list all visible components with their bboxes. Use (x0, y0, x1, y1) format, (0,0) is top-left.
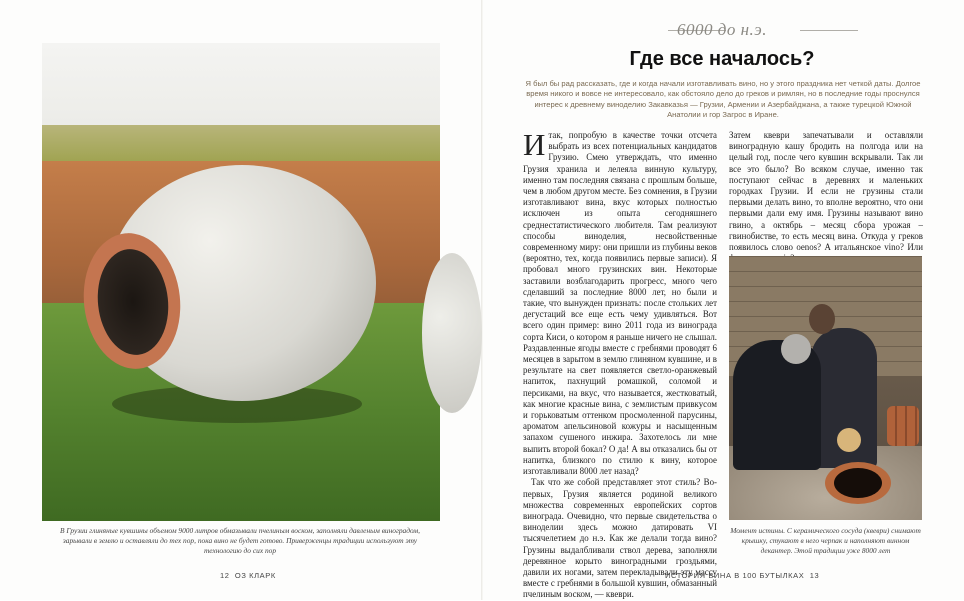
paragraph-2: Так что же собой представляет этот стиль? Во-первых, Грузия является родиной великого множества современных европейских сортов винограда. Очевидно, что первые свидетельства о виноделии здесь можно датировать VI тысячелетием до н.э. Как же делали тогда вино? Грузины выдалбливали ствол дерева, заполняли деревянное корыто виноградными гроздьями, давили их ногами, затем перекладывали эту массу вместе с гребнями в большой кувшин, обмазанный пчелиным воском, — квеври. (523, 477, 717, 600)
page-title: Где все началось? (629, 48, 815, 70)
photo-young-man-head (809, 304, 835, 334)
right-folio (665, 571, 819, 580)
paragraph-1 (523, 127, 717, 477)
left-page-number: 12 (220, 571, 230, 580)
text-column-2 (729, 130, 923, 253)
photo-older-man-head (781, 334, 811, 364)
photo-gourd-ladle (837, 428, 861, 452)
right-photo-caption: Момент истины. С керамического сосуда (квеври) снимают крышку, стукают в него черпак и наполняют винном декантер. Этой традиции уже 8000 лет (730, 526, 921, 556)
photo-distant-field (42, 125, 440, 165)
page-gutter (481, 0, 483, 600)
right-page-number: 13 (809, 571, 820, 580)
paragraph-1-text: так, попробую в качестве точки отсчета выбрать из всех потенциальных кандидатов Грузию. Смею утверждать, что именно Грузия хранила и лелеяла винную культуру, именно там последняя связана с прошлым больше, чем в любом другом месте. Без сомнения, в Грузии изготавливают вина, вкус которых полностью исключен из опыта сегодняшнего среднестатистического любителя. Там реализуют способы виноделия, несвойственные современному миру: они пришли из глубины веков (вероятно, тех, когда появились первые записи). Я пробовал много грузинских вин. Некоторые заставили возблагодарить прогресс, много чего сделавший за последние 8000 лет, но были и такие, что вынужден признать: после стольких лет дегустаций все еще есть чему удивляться. Вот всего один пример: вино 2011 года из винограда сорта Киси, о котором я раньше ничего не слышал. Раздавленные ягоды вместе с гребнями проводят 6 месяцев в зарытом в землю глиняном кувшине, и в результате на свет появляется светло-оранжевый напиток, пахнущий ромашкой, соломой и персиками, на вкус, что называется, жестковатый, как многие красные вина, с землистым привкусом и горьковатым оттенком просмоленной парусины, ароматом апельсиновой кожуры и насыщенным запахом сушеного инжира. Захотелось ли мне выпить второй бокал? О да! А вы отказались бы от напитка, близкого по стилю к вину, которое изготавливали 8000 лет назад? (523, 130, 717, 477)
paragraph-3: Затем квеври запечатывали и оставляли виноградную кашу бродить на полгода или на целый год, после чего кувшин вскрывали. Так ли все это было? Во всяком случае, именно так поступают сейчас в деревнях и маленьких городках Грузии. И если не грузины стали первыми делать вино, то вполне вероятно, что они первыми дали ему имя. Грузины называют вино гвино, а октябрь – месяц сбора урожая – гвинобистве, то есть месяц вина. Откуда у греков появилось слово oenos? А итальянское vino? Или (729, 130, 923, 253)
text-column-1 (523, 127, 717, 600)
photo-sky (42, 43, 440, 125)
left-photo-caption: В Грузии глиняные кувшины объемом 9000 литров обмазывали пчелиным воском, заполняли давленым виноградом, зарывали в землю и оставляли до тех пор, пока вино не будет готово. Приверженцы традиции используют эту технологию до сих пор (60, 526, 420, 556)
photo-second-jar (422, 253, 482, 413)
drop-cap: И (523, 127, 546, 162)
left-folio (220, 571, 276, 580)
right-running-head: ИСТОРИЯ ВИНА В 100 БУТЫЛКАХ (665, 571, 805, 580)
era-heading: 6000 до н.э. (676, 20, 768, 39)
photo-jars-shelf (887, 406, 919, 446)
left-running-head: ОЗ КЛАРК (234, 571, 276, 580)
lead-paragraph: Я был бы рад рассказать, где и когда начали изготавливать вино, но у этого праздника нет четкой даты. Долгое время никого и вовсе не интересовало, как обстояло дело до греков и римлян, но в последние годы проснулся интерес к древнему виноделию Закавказья — Грузии, Армении и Азербайджана, а также турецкой Южной Анатолии и гор Загрос в Иране. (525, 79, 921, 120)
photo-older-man (733, 340, 821, 470)
winemakers-photo (729, 256, 922, 520)
qvevri-field-photo (42, 43, 440, 521)
photo-qvevri-opening (834, 468, 882, 498)
